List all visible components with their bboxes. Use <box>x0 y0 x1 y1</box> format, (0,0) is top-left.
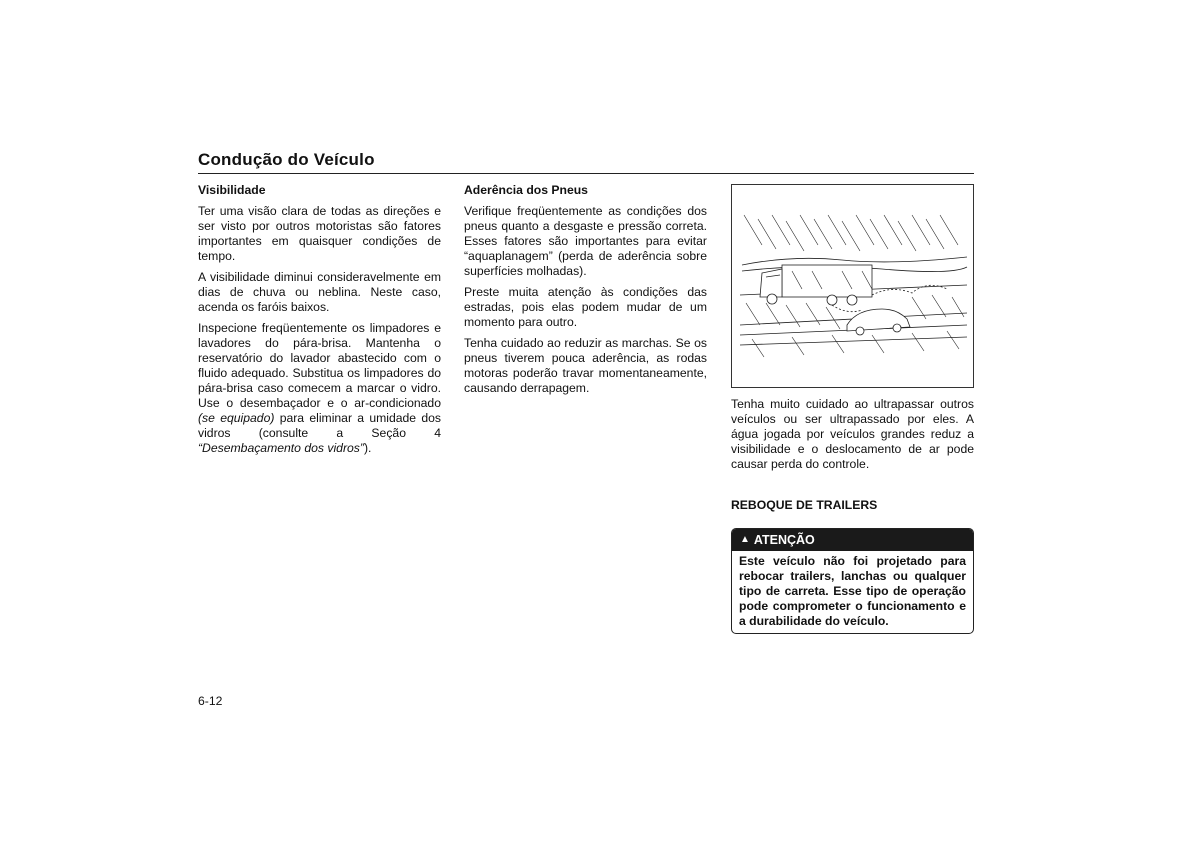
column-visibility <box>198 183 441 462</box>
warning-title: ATENÇÃO <box>753 533 815 547</box>
visibility-heading: Visibilidade <box>198 183 266 197</box>
p3-italic-equipped: (se equipado) <box>198 411 275 425</box>
visibility-paragraph-1: Ter uma visão clara de todas as direções e ser visto por outros motoristas são fatores importantes em quaisquer condições de tempo. <box>198 204 441 263</box>
p3-text-b: para eliminar a umidade dos vidros (consulte a Seção 4 <box>198 411 442 440</box>
p3-italic-reference: “Desembaçamento dos vidros” <box>198 441 364 455</box>
header-rule <box>198 173 974 174</box>
section-title: Condução do Veículo <box>198 150 375 169</box>
warning-triangle-icon: ▲ <box>740 534 750 545</box>
rain-truck-illustration <box>731 184 974 388</box>
overtaking-caption: Tenha muito cuidado ao ultrapassar outros veículos ou ser ultrapassado por eles. A água jogada por veículos grandes reduz a visibilidade e o deslocamento de ar pode causar perda do controle. <box>731 397 974 471</box>
warning-text: Este veículo não foi projetado para rebocar trailers, lanchas ou qualquer tipo de carreta. Esse tipo de operação pode comprometer o funcionamento e a durabilidade do veículo. <box>739 554 966 628</box>
tire-grip-paragraph-1: Verifique freqüentemente as condições dos pneus quanto a desgaste e pressão correta. Esses fatores são importantes para evitar “aquaplanagem” (perda de aderência sobre superfícies molhadas). <box>464 204 707 278</box>
warning-box <box>731 528 974 634</box>
column-tire-grip <box>464 183 707 402</box>
p3-text-c: ). <box>363 441 372 455</box>
p3-text-a: Inspecione freqüentemente os limpadores e lavadores do pára-brisa. Mantenha o reservatório do lavador abastecido com o fluido adequado. Substitua os limpadores do pára-brisa caso comecem a marcar o vidro. Use o desembaçador e o ar-condicionado <box>198 321 441 410</box>
tire-grip-heading: Aderência dos Pneus <box>464 183 588 197</box>
tire-grip-paragraph-3: Tenha cuidado ao reduzir as marchas. Se os pneus tiverem pouca aderência, as rodas motoras poderão travar momentaneamente, causando derrapagem. <box>464 336 707 395</box>
column-overtaking <box>731 397 974 472</box>
visibility-paragraph-3 <box>198 321 441 456</box>
warning-header <box>732 529 973 551</box>
trailer-towing-heading: REBOQUE DE TRAILERS <box>731 498 878 512</box>
visibility-paragraph-2: A visibilidade diminui consideravelmente em dias de chuva ou neblina. Neste caso, acenda os faróis baixos. <box>198 270 441 314</box>
page-number: 6-12 <box>198 694 223 708</box>
tire-grip-paragraph-2: Preste muita atenção às condições das estradas, pois elas podem mudar de um momento para outro. <box>464 285 707 329</box>
